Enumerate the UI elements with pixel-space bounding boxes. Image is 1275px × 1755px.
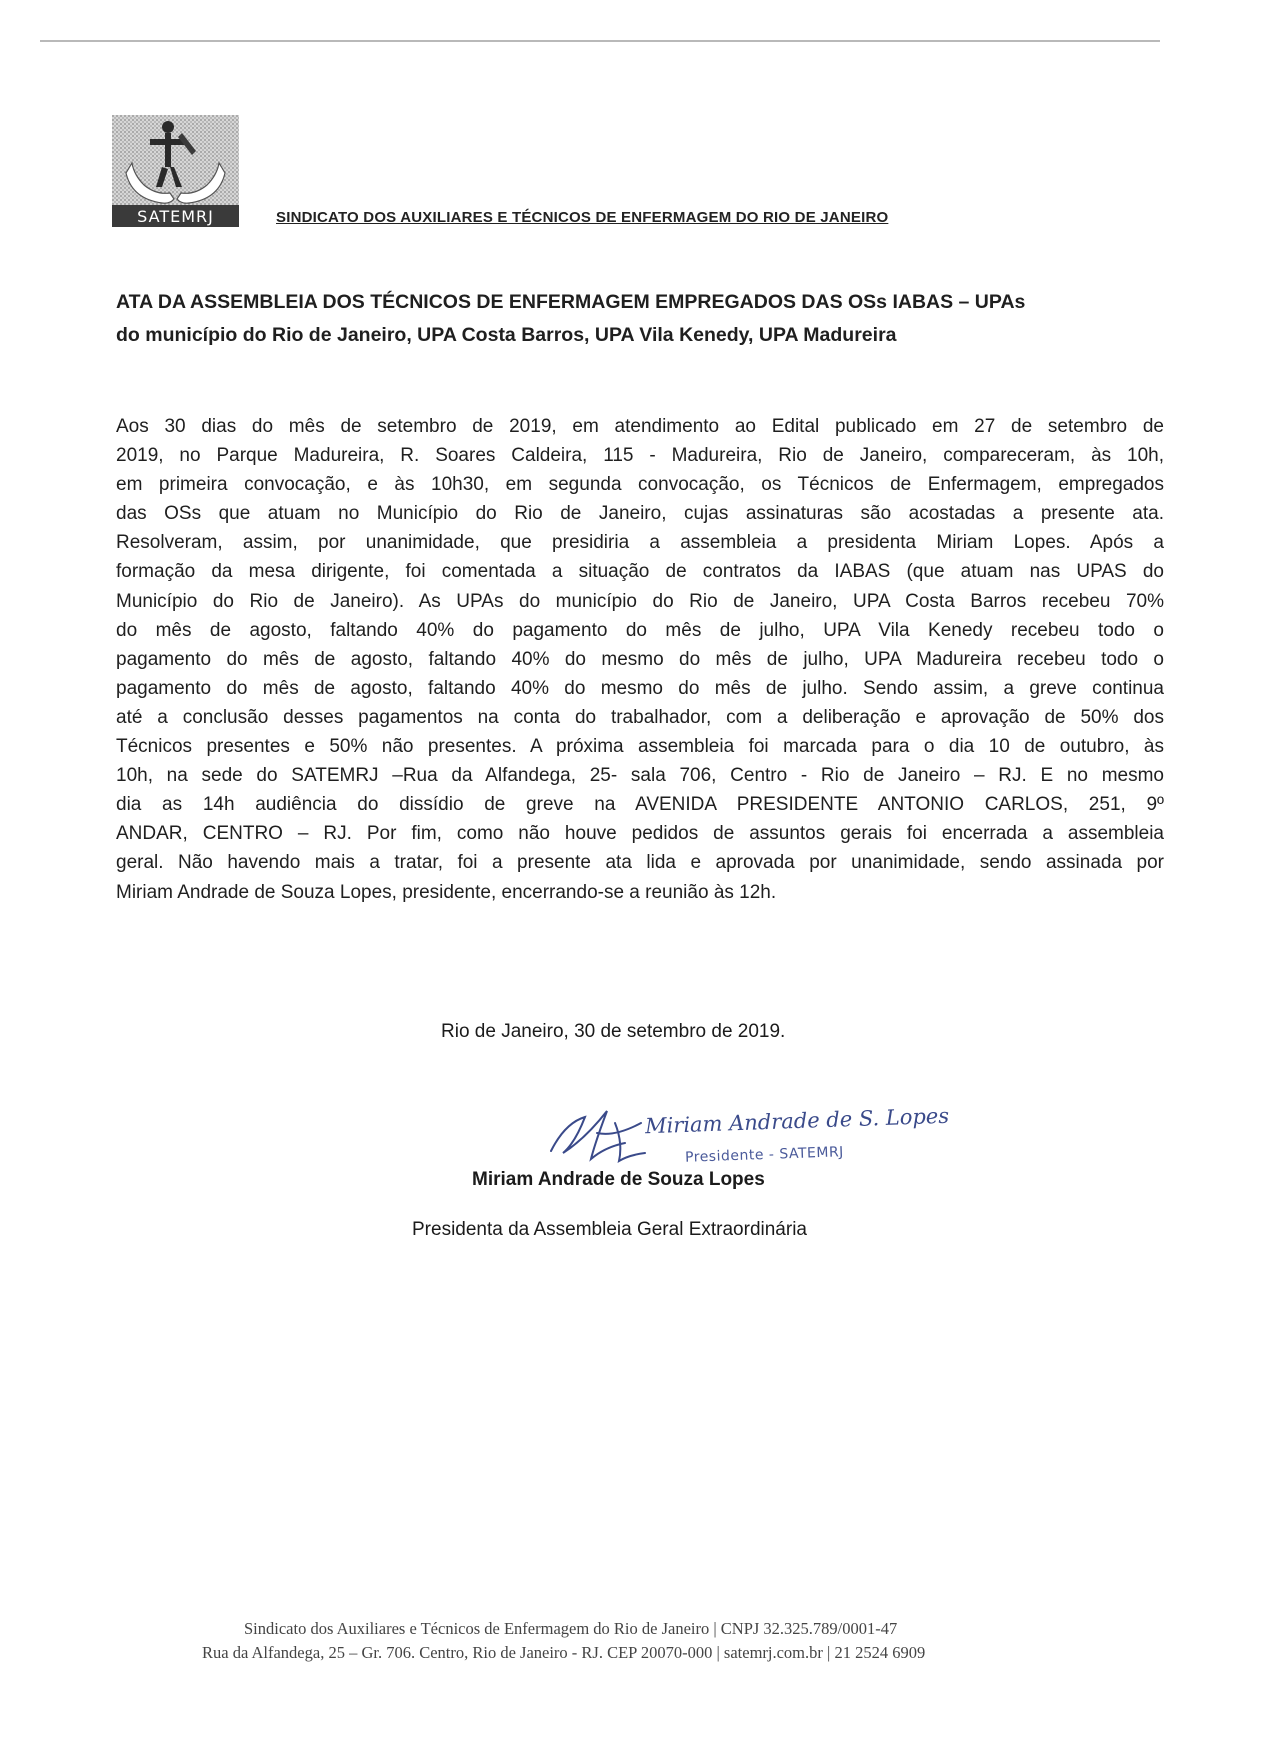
body-line: Miriam Andrade de Souza Lopes, presidente, encerrando-se a reunião às 12h.	[116, 881, 777, 903]
body-line: até a conclusão desses pagamentos na conta do trabalhador, com a deliberação e aprovação de 50% dos	[116, 706, 1164, 728]
body-line: Resolveram, assim, por unanimidade, que presidiria a assembleia a presidenta Miriam Lopes. Após a	[116, 532, 1164, 554]
body-line: das OSs que atuam no Município do Rio de Janeiro, cujas assinaturas são acostadas a presente ata.	[116, 503, 1164, 525]
body-line: Técnicos presentes e 50% não presentes. A próxima assembleia foi marcada para o dia 10 de outubro, às	[116, 736, 1164, 758]
signer-role: Presidenta da Assembleia Geral Extraordinária	[412, 1219, 807, 1240]
body-line: ANDAR, CENTRO – RJ. Por fim, como não houve pedidos de assuntos gerais foi encerrada a assembleia	[116, 823, 1164, 845]
body-line: 2019, no Parque Madureira, R. Soares Caldeira, 115 - Madureira, Rio de Janeiro, compareceram, às 10h,	[116, 445, 1164, 467]
body-line: Município do Rio de Janeiro). As UPAs do município do Rio de Janeiro, UPA Costa Barros recebeu 70%	[116, 590, 1164, 612]
title-line: do município do Rio de Janeiro, UPA Costa Barros, UPA Vila Kenedy, UPA Madureira	[116, 324, 897, 346]
body-line: geral. Não havendo mais a tratar, foi a presente ata lida e aprovada por unanimidade, sendo assinada por	[116, 852, 1164, 874]
footer-line: Sindicato dos Auxiliares e Técnicos de Enfermagem do Rio de Janeiro | CNPJ 32.325.789/0001-47	[244, 1619, 898, 1638]
body-line: do mês de agosto, faltando 40% do pagamento do mês de julho, UPA Vila Kenedy recebeu todo o	[116, 619, 1164, 641]
body-line: formação da mesa dirigente, foi comentada a situação de contratos da IABAS (que atuam nas UPAS do	[116, 561, 1164, 583]
footer-line: Rua da Alfandega, 25 – Gr. 706. Centro, Rio de Janeiro - RJ. CEP 20070-000 | satemrj.com.br | 21 2524 6909	[202, 1643, 926, 1662]
top-rule	[40, 40, 1160, 42]
logo-text: SATEMRJ	[137, 207, 214, 226]
body-line: Aos 30 dias do mês de setembro de 2019, em atendimento ao Edital publicado em 27 de setembro de	[116, 416, 1164, 437]
satemrj-logo	[112, 115, 239, 227]
signature-stamp: Presidente - SATEMRJ	[684, 1144, 845, 1166]
document-title	[116, 286, 1166, 352]
body-line: 10h, na sede do SATEMRJ –Rua da Alfandega, 25- sala 706, Centro - Rio de Janeiro – RJ. E no mesmo	[116, 765, 1164, 787]
date-text: Rio de Janeiro, 30 de setembro de 2019.	[441, 1021, 786, 1042]
body-line: pagamento do mês de agosto, faltando 40% do mesmo do mês de julho, UPA Madureira recebeu todo o	[116, 648, 1164, 670]
minutes-body	[116, 412, 1164, 907]
signer-name: Miriam Andrade de Souza Lopes	[472, 1169, 765, 1190]
body-line: pagamento do mês de agosto, faltando 40% do mesmo do mês de julho. Sendo assim, a greve continua	[116, 677, 1164, 699]
organization-name: SINDICATO DOS AUXILIARES E TÉCNICOS DE ENFERMAGEM DO RIO DE JANEIRO	[276, 209, 889, 226]
body-line: em primeira convocação, e às 10h30, em segunda convocação, os Técnicos de Enfermagem, empregados	[116, 474, 1164, 496]
body-line: dia as 14h audiência do dissídio de greve na AVENIDA PRESIDENTE ANTONIO CARLOS, 251, 9º	[116, 794, 1164, 816]
title-line: ATA DA ASSEMBLEIA DOS TÉCNICOS DE ENFERMAGEM EMPREGADOS DAS OSs IABAS – UPAs	[116, 291, 1026, 313]
signature-script: Miriam Andrade de S. Lopes	[644, 1103, 950, 1139]
